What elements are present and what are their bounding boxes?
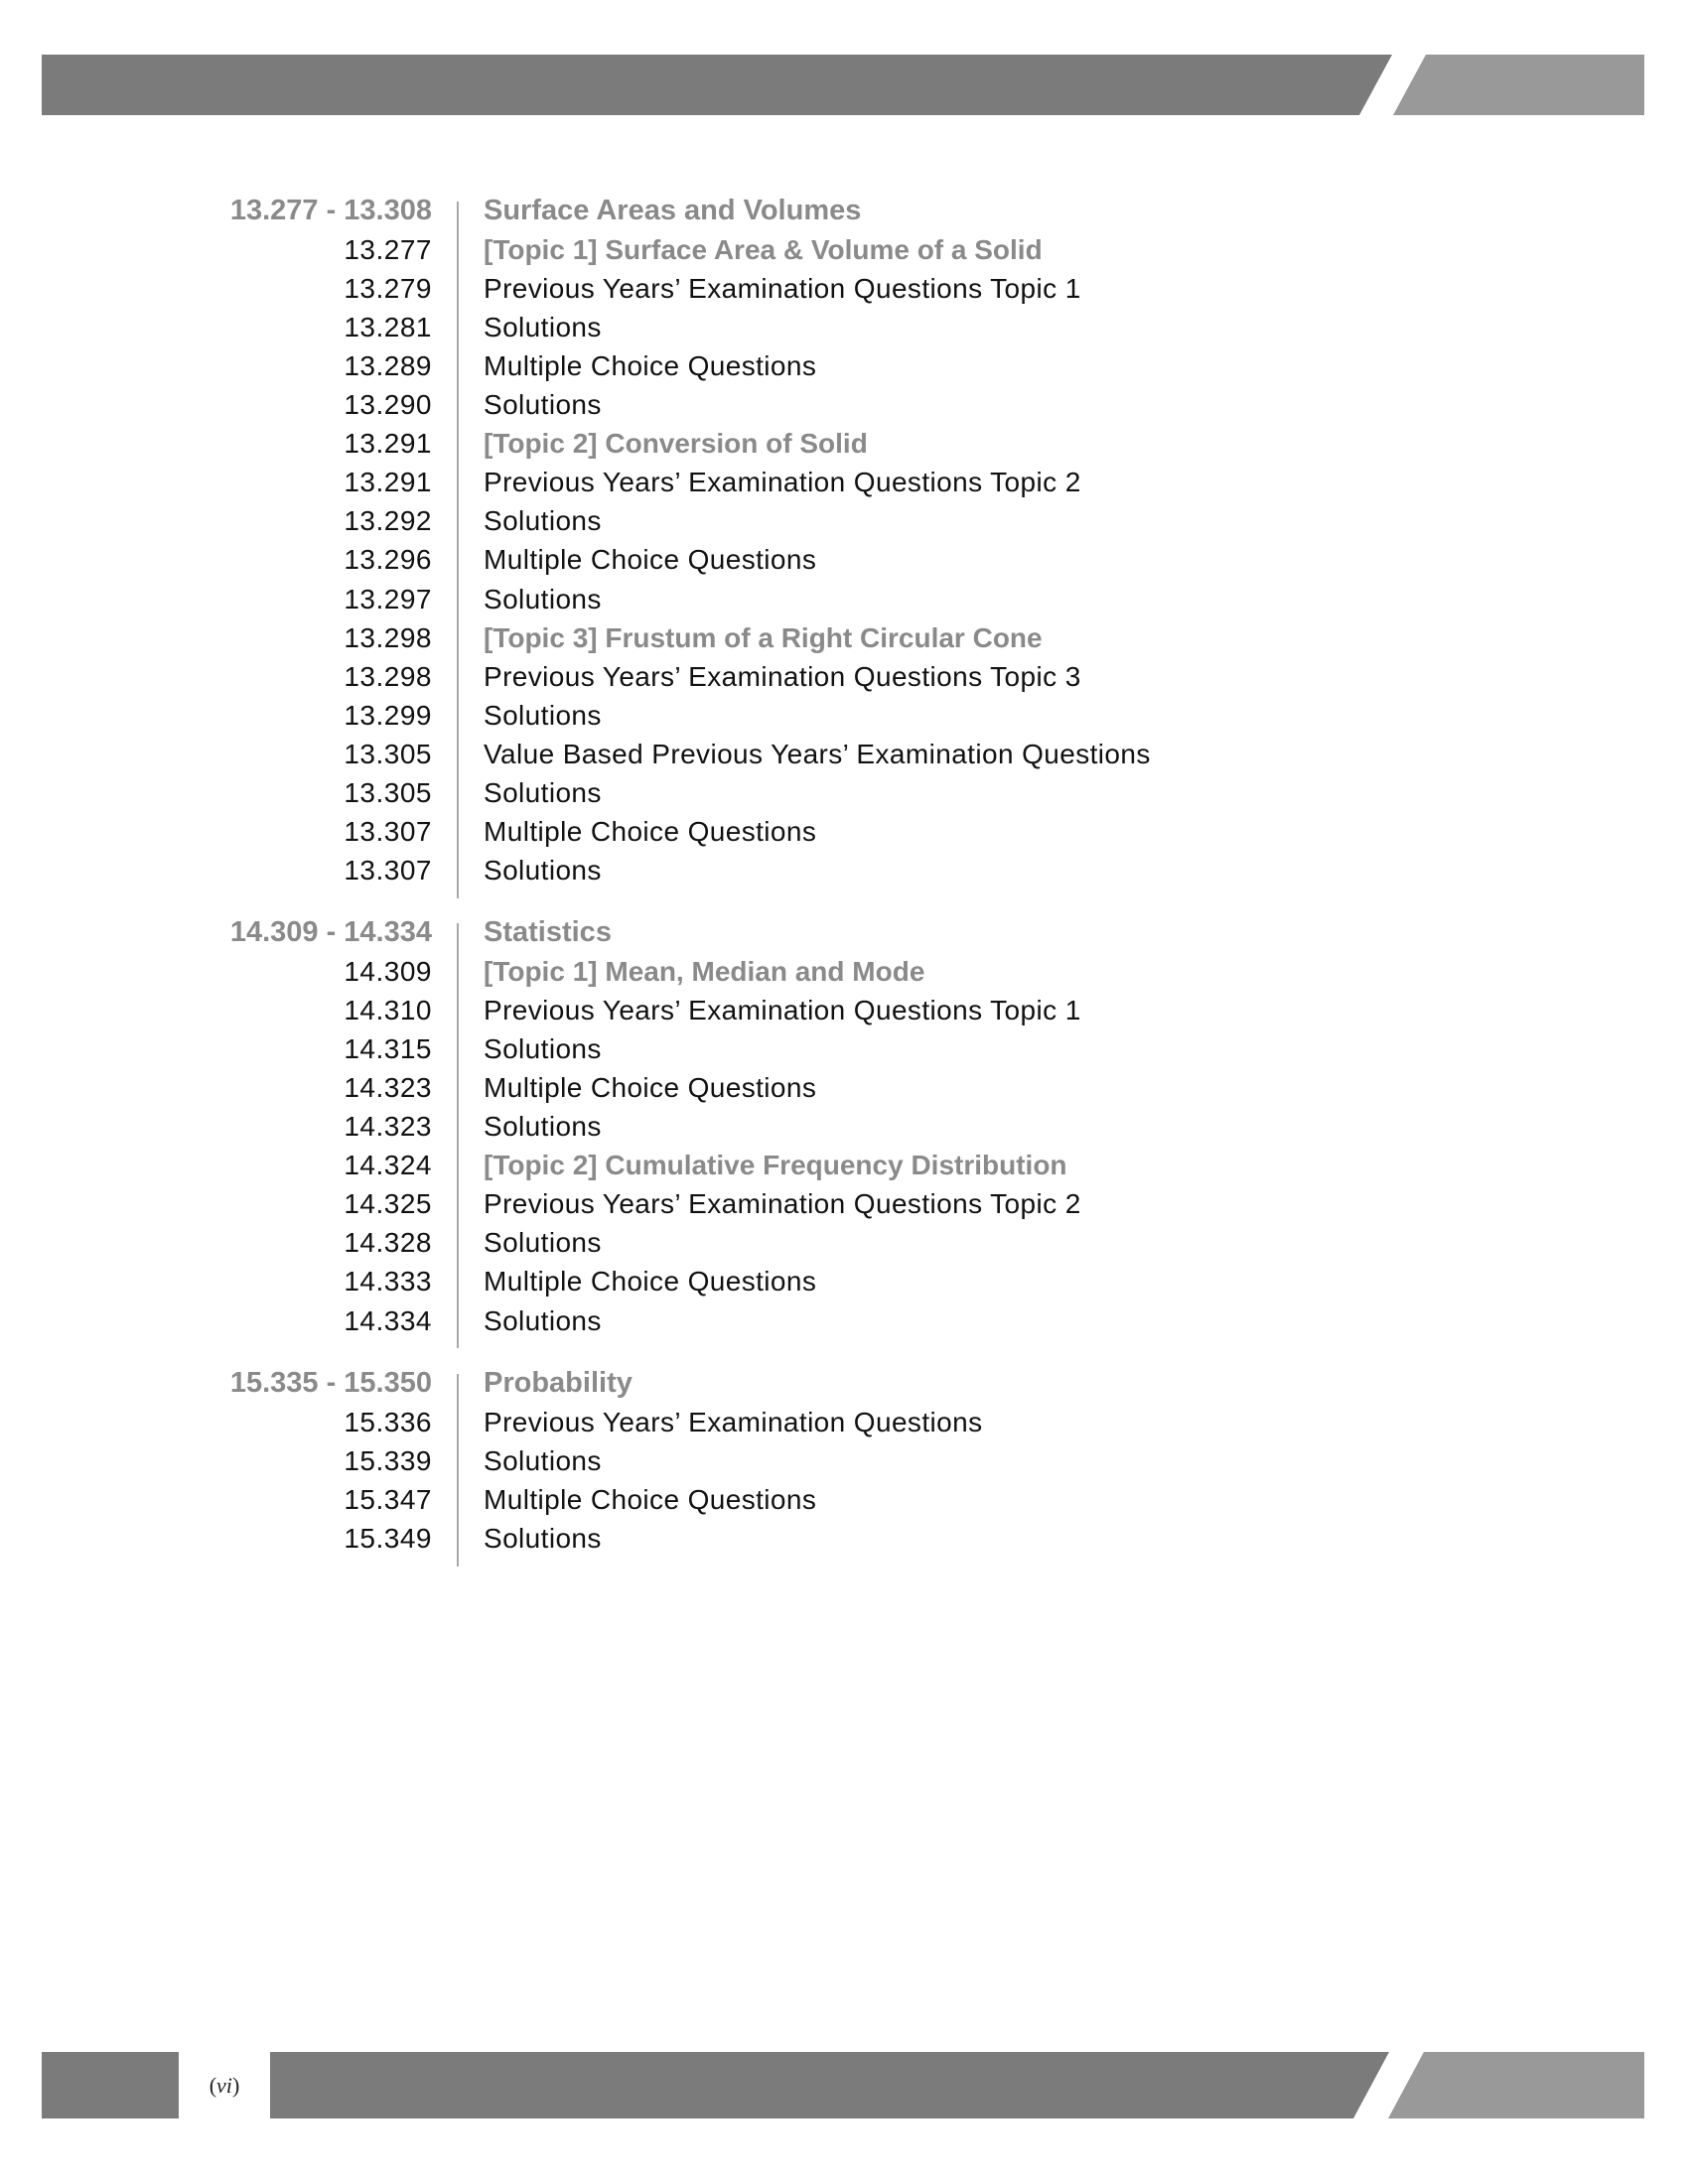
toc-topic-row[interactable] xyxy=(0,1147,1688,1185)
entry-page-number: 15.347 xyxy=(344,1483,432,1515)
header-band xyxy=(42,55,1644,115)
chapter-heading[interactable] xyxy=(0,913,1688,952)
entry-page-number: 15.339 xyxy=(344,1444,432,1476)
entry-page-number: 14.310 xyxy=(344,994,432,1025)
toc-entry-row[interactable] xyxy=(0,269,1688,308)
toc-entry-row[interactable] xyxy=(0,1108,1688,1147)
toc-entry-row[interactable] xyxy=(0,1519,1688,1558)
entry-page-number: 14.323 xyxy=(344,1111,432,1142)
entry-page-number: 13.307 xyxy=(344,816,432,848)
entry-title: Previous Years’ Examination Questions xyxy=(484,1406,983,1437)
entry-page-number: 13.305 xyxy=(344,777,432,808)
entry-title: Solutions xyxy=(484,1444,602,1476)
entry-title: Previous Years’ Examination Questions Topic 1 xyxy=(484,994,1081,1025)
toc-entry-row[interactable] xyxy=(0,1301,1688,1340)
entry-title: Solutions xyxy=(484,583,602,614)
entry-title: Previous Years’ Examination Questions Topic 2 xyxy=(484,467,1081,498)
entry-page-number: 13.297 xyxy=(344,583,432,614)
entry-title: Previous Years’ Examination Questions Topic 2 xyxy=(484,1188,1081,1220)
entry-title: Multiple Choice Questions xyxy=(484,816,817,848)
chapter-title: Surface Areas and Volumes xyxy=(484,195,862,226)
toc-entry-row[interactable] xyxy=(0,1403,1688,1441)
entry-page-number: 14.324 xyxy=(344,1150,432,1181)
entry-title: Solutions xyxy=(484,855,602,887)
footer-band xyxy=(42,2052,1644,2118)
entry-title: Solutions xyxy=(484,505,602,537)
toc-entry-row[interactable] xyxy=(0,774,1688,813)
chapter-page-range: 14.309 - 14.334 xyxy=(229,916,432,948)
toc-entry-row[interactable] xyxy=(0,813,1688,852)
entry-page-number: 14.333 xyxy=(344,1266,432,1297)
topic-title: [Topic 2] Conversion of Solid xyxy=(484,428,868,460)
toc-entry-row[interactable] xyxy=(0,852,1688,890)
entry-title: Solutions xyxy=(484,1227,602,1259)
toc-entry-row[interactable] xyxy=(0,1441,1688,1480)
entry-page-number: 13.292 xyxy=(344,505,432,537)
page-number-text: vi xyxy=(216,2072,232,2098)
entry-title: Multiple Choice Questions xyxy=(484,544,817,576)
page-number xyxy=(179,2052,270,2118)
toc-entry-row[interactable] xyxy=(0,308,1688,346)
chapter-page-range: 15.335 - 15.350 xyxy=(229,1367,432,1399)
entry-title: Multiple Choice Questions xyxy=(484,1071,817,1103)
entry-title: Solutions xyxy=(484,699,602,731)
entry-page-number: 14.325 xyxy=(344,1188,432,1220)
topic-title: [Topic 2] Cumulative Frequency Distribution xyxy=(484,1150,1067,1181)
chapter-title: Probability xyxy=(484,1367,633,1399)
entry-title: Solutions xyxy=(484,1522,602,1554)
page-number-close-paren: ) xyxy=(231,2072,240,2098)
entry-page-number: 14.315 xyxy=(344,1032,432,1064)
toc-entry-row[interactable] xyxy=(0,541,1688,580)
toc-topic-row[interactable] xyxy=(0,952,1688,991)
toc-topic-row[interactable] xyxy=(0,425,1688,464)
topic-title: [Topic 1] Surface Area & Volume of a Solid xyxy=(484,233,1043,265)
entry-title: Multiple Choice Questions xyxy=(484,1266,817,1297)
toc-entry-row[interactable] xyxy=(0,735,1688,773)
toc-entry-row[interactable] xyxy=(0,1480,1688,1519)
entry-title: Solutions xyxy=(484,1032,602,1064)
entry-title: Solutions xyxy=(484,1111,602,1142)
chapter-heading[interactable] xyxy=(0,1364,1688,1403)
entry-page-number: 13.290 xyxy=(344,389,432,420)
toc-entry-row[interactable] xyxy=(0,386,1688,425)
entry-page-number: 13.307 xyxy=(344,855,432,887)
entry-page-number: 15.349 xyxy=(344,1522,432,1554)
entry-page-number: 14.323 xyxy=(344,1071,432,1103)
entry-page-number: 13.279 xyxy=(344,272,432,304)
entry-page-number: 13.281 xyxy=(344,311,432,342)
entry-page-number: 13.298 xyxy=(344,621,432,653)
entry-page-number: 14.309 xyxy=(344,955,432,987)
toc-entry-row[interactable] xyxy=(0,346,1688,385)
toc-entry-row[interactable] xyxy=(0,991,1688,1029)
entry-page-number: 13.298 xyxy=(344,660,432,692)
toc-entry-row[interactable] xyxy=(0,657,1688,696)
toc-entry-row[interactable] xyxy=(0,1224,1688,1263)
entry-page-number: 13.305 xyxy=(344,738,432,769)
toc-entry-row[interactable] xyxy=(0,1185,1688,1224)
page-number-open-paren: ( xyxy=(209,2072,217,2098)
entry-title: Solutions xyxy=(484,389,602,420)
toc-entry-row[interactable] xyxy=(0,464,1688,502)
toc-topic-row[interactable] xyxy=(0,230,1688,269)
entry-title: Solutions xyxy=(484,777,602,808)
entry-title: Value Based Previous Years’ Examination Questions xyxy=(484,738,1151,769)
entry-title: Previous Years’ Examination Questions Topic 1 xyxy=(484,272,1081,304)
entry-page-number: 13.296 xyxy=(344,544,432,576)
entry-title: Solutions xyxy=(484,311,602,342)
entry-page-number: 13.289 xyxy=(344,349,432,381)
entry-page-number: 13.291 xyxy=(344,467,432,498)
toc-topic-row[interactable] xyxy=(0,618,1688,657)
entry-page-number: 14.328 xyxy=(344,1227,432,1259)
toc-entry-row[interactable] xyxy=(0,1263,1688,1301)
chapter-heading[interactable] xyxy=(0,192,1688,230)
toc-entry-row[interactable] xyxy=(0,1068,1688,1107)
entry-page-number: 14.334 xyxy=(344,1304,432,1336)
toc-entry-row[interactable] xyxy=(0,502,1688,541)
entry-title: Solutions xyxy=(484,1304,602,1336)
entry-page-number: 13.299 xyxy=(344,699,432,731)
chapter-title: Statistics xyxy=(484,916,612,948)
entry-title: Multiple Choice Questions xyxy=(484,349,817,381)
topic-title: [Topic 1] Mean, Median and Mode xyxy=(484,955,925,987)
entry-page-number: 13.277 xyxy=(344,233,432,265)
entry-title: Previous Years’ Examination Questions Topic 3 xyxy=(484,660,1081,692)
toc-entry-row[interactable] xyxy=(0,580,1688,618)
toc-entry-row[interactable] xyxy=(0,1029,1688,1068)
chapter-page-range: 13.277 - 13.308 xyxy=(229,195,432,226)
entry-page-number: 13.291 xyxy=(344,428,432,460)
entry-page-number: 15.336 xyxy=(344,1406,432,1437)
toc-entry-row[interactable] xyxy=(0,696,1688,735)
topic-title: [Topic 3] Frustum of a Right Circular Cone xyxy=(484,621,1043,653)
entry-title: Multiple Choice Questions xyxy=(484,1483,817,1515)
